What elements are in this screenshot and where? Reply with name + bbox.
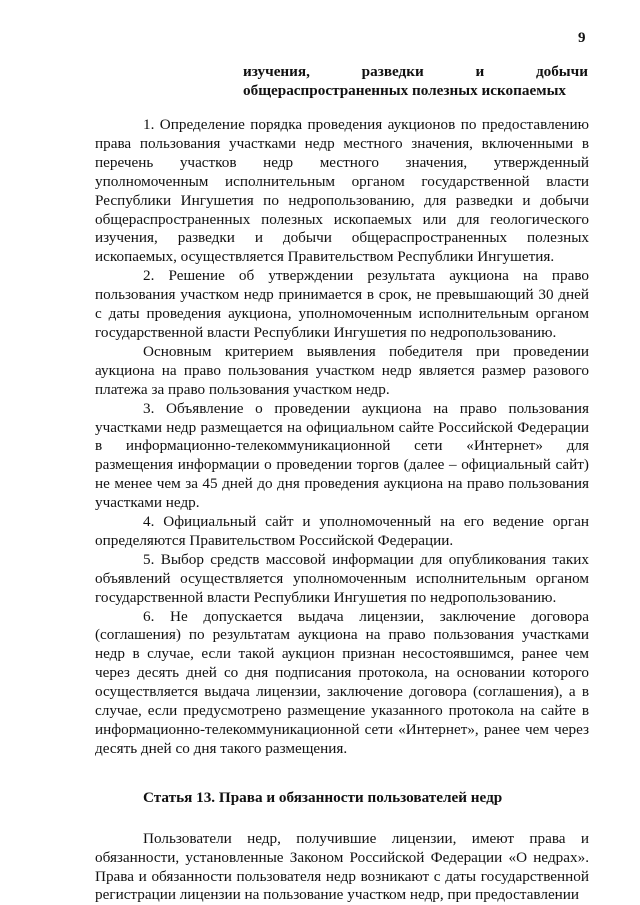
paragraph-6: 6. Не допускается выдача лицензии, заключение договора (соглашения) по результатам аукциона на право пользования участками недр в случае, если такой аукцион признан несостоявшимся, ранее чем через десять дней со дня подписания протокола, на основании которого осуществляется выдача лицензии, заключение договора (соглашения), а в случае, если предусмотрено размещение указанного протокола на сайте в информационно-телекоммуникационной сети «Интернет», ранее чем через десять дней со дня такого размещения. bbox=[95, 607, 589, 757]
article-13-paragraph: Пользователи недр, получившие лицензии, имеют права и обязанности, установленные Законом Российской Федерации «О недрах». Права и обязанности пользователя недр возникают с даты государственной регистрации лицензии на пользование участком недр, при предоставлении bbox=[95, 829, 589, 904]
heading-line-1: изучения, разведки и добычи bbox=[243, 63, 588, 80]
paragraph-4: 4. Официальный сайт и уполномоченный на его ведение орган определяются Правительством Российской Федерации. bbox=[95, 513, 589, 549]
heading-line-2: общераспространенных полезных ископаемых bbox=[243, 82, 567, 99]
article-heading-continuation bbox=[243, 62, 588, 100]
paragraph-5: 5. Выбор средств массовой информации для опубликования таких объявлений осуществляется уполномоченным исполнительным органом государственной власти Республики Ингушетия по недропользованию. bbox=[95, 550, 589, 606]
article-13-title: Статья 13. Права и обязанности пользователей недр bbox=[143, 788, 503, 806]
paragraph-2-criterion: Основным критерием выявления победителя при проведении аукциона на право пользования участком недр является размер разового платежа за право пользования участком недр. bbox=[95, 342, 589, 398]
paragraph-3: 3. Объявление о проведении аукциона на право пользования участками недр размещается на официальном сайте Российской Федерации в информационно-телекоммуникационной сети «Интернет» для размещения информации о проведении торгов (далее – официальный сайт) не менее чем за 45 дней до дня проведения аукциона на право пользования участками недр. bbox=[95, 399, 589, 512]
paragraph-2: 2. Решение об утверждении результата аукциона на право пользования участком недр принимается в срок, не превышающий 30 дней с даты проведения аукциона, уполномоченным исполнительным органом государственной власти Республики Ингушетия по недропользованию. bbox=[95, 267, 589, 341]
paragraph-1: 1. Определение порядка проведения аукционов по предоставлению права пользования участками недр местного значения, включенными в перечень участков недр местного значения, утвержденный уполномоченным исполнительным органом государственной власти Республики Ингушетия по недропользованию, для разведки и добычи общераспространенных полезных ископаемых или для геологического изучения, разведки и добычи общераспространенных полезных ископаемых, осуществляется Правительством Республики Ингушетия. bbox=[95, 116, 589, 266]
document-body bbox=[95, 116, 589, 905]
page-number: 9 bbox=[578, 30, 586, 46]
